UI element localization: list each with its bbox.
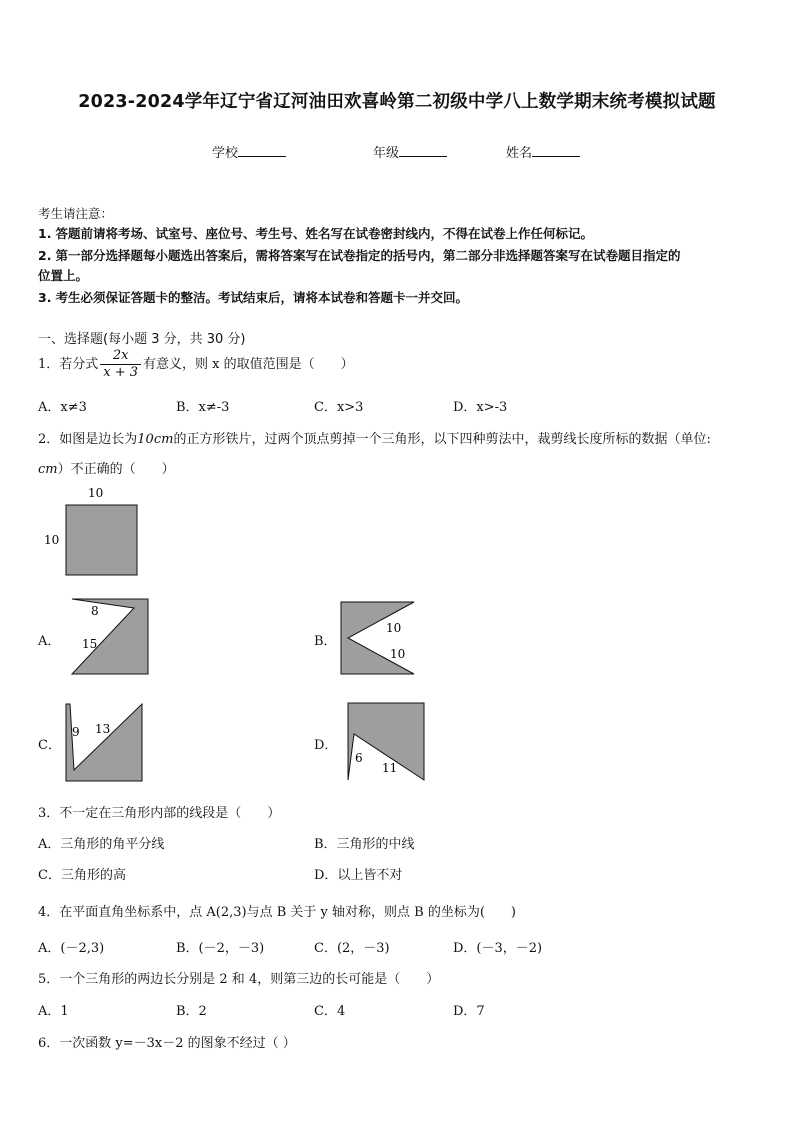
figure-a <box>66 596 152 678</box>
question-3: 3．不一定在三角形内部的线段是（ ） <box>38 806 281 821</box>
question-6: 6．一次函数 y=－3x－2 的图象不经过（ ） <box>38 1036 296 1051</box>
q5-option-d[interactable]: D．7 <box>453 1004 485 1019</box>
square-left-label: 10 <box>44 533 60 547</box>
grade-field[interactable] <box>373 142 447 161</box>
q4-option-a[interactable]: A．(－2,3) <box>38 941 105 956</box>
figure-a-label-1: 8 <box>91 604 99 618</box>
figure-d <box>342 700 428 784</box>
q4-option-c[interactable]: C．(2，－3) <box>314 941 390 956</box>
figure-d-label-1: 6 <box>355 751 363 765</box>
q1-option-a[interactable]: A．x≠3 <box>38 400 87 415</box>
name-label: 姓名 <box>506 146 533 161</box>
q5-option-c[interactable]: C．4 <box>314 1004 346 1019</box>
question-1: 1．若分式 $\frac{2x}{x + 3}$ 有意义，则 x 的取值范围是（ ） <box>38 348 354 380</box>
notice-heading: 考生请注意： <box>38 206 114 221</box>
notice-item: 2. 第一部分选择题每小题选出答案后，需将答案写在试卷指定的括号内，第二部分非选择题答案写在试卷题目指定的 <box>38 248 681 263</box>
question-2-line2: cm）不正确的（ ） <box>38 462 175 477</box>
figure-c-label-2: 13 <box>95 722 111 736</box>
school-field[interactable] <box>212 142 286 161</box>
name-field[interactable] <box>506 142 580 161</box>
figure-b-shape <box>341 602 414 674</box>
q3-option-a[interactable]: A．三角形的角平分线 <box>38 837 165 852</box>
figure-a-label-2: 15 <box>82 637 98 651</box>
section-heading: 一、选择题(每小题 3 分，共 30 分) <box>38 332 246 347</box>
q2-option-b[interactable]: B． <box>314 634 337 649</box>
q1-option-d[interactable]: D．x>-3 <box>453 400 508 415</box>
q3-option-c[interactable]: C．三角形的高 <box>38 868 126 883</box>
square-figure <box>40 484 150 579</box>
q2-option-c[interactable]: C． <box>38 738 61 753</box>
fraction: $\frac{2x}{x + 3}$ <box>100 348 141 381</box>
figure-b <box>338 600 418 680</box>
q1-option-b[interactable]: B．x≠-3 <box>176 400 230 415</box>
question-2-line1: 2．如图是边长为10cm的正方形铁片，过两个顶点剪掉一个三角形，以下四种剪法中，裁剪线长度所标的数据（单位: <box>38 432 711 447</box>
page-title: 2023-2024学年辽宁省辽河油田欢喜岭第二初级中学八上数学期末统考模拟试题 <box>78 92 716 112</box>
figure-b-label-2: 10 <box>390 647 406 661</box>
q2-option-d[interactable]: D． <box>314 738 338 753</box>
figure-c-label-1: 9 <box>72 725 80 739</box>
q5-option-a[interactable]: A．1 <box>38 1004 69 1019</box>
figure-c-shape <box>66 704 142 781</box>
q5-option-b[interactable]: B．2 <box>176 1004 207 1019</box>
q2-option-a[interactable]: A． <box>38 634 61 649</box>
figure-b-label-1: 10 <box>386 621 402 635</box>
figure-d-label-2: 11 <box>382 761 398 775</box>
q3-option-b[interactable]: B．三角形的中线 <box>314 837 415 852</box>
q1-option-c[interactable]: C．x>3 <box>314 400 364 415</box>
grade-label: 年级 <box>373 146 400 161</box>
q4-option-b[interactable]: B．(－2，－3) <box>176 941 265 956</box>
notice-item: 位置上。 <box>38 268 89 283</box>
question-4: 4．在平面直角坐标系中，点 A(2,3)与点 B 关于 y 轴对称，则点 B 的坐标为( ) <box>38 905 516 920</box>
figure-c <box>62 700 148 784</box>
square-top-label: 10 <box>88 486 104 500</box>
q4-option-d[interactable]: D．(－3，－2) <box>453 941 543 956</box>
notice-item: 1. 答题前请将考场、试室号、座位号、考生号、姓名写在试卷密封线内，不得在试卷上作任何标记。 <box>38 226 593 241</box>
q3-option-d[interactable]: D．以上皆不对 <box>314 868 403 883</box>
square-shape <box>66 505 137 575</box>
school-label: 学校 <box>212 146 239 161</box>
question-5: 5．一个三角形的两边长分别是 2 和 4，则第三边的长可能是（ ） <box>38 972 440 987</box>
notice-item: 3. 考生必须保证答题卡的整洁。考试结束后，请将本试卷和答题卡一并交回。 <box>38 290 468 305</box>
